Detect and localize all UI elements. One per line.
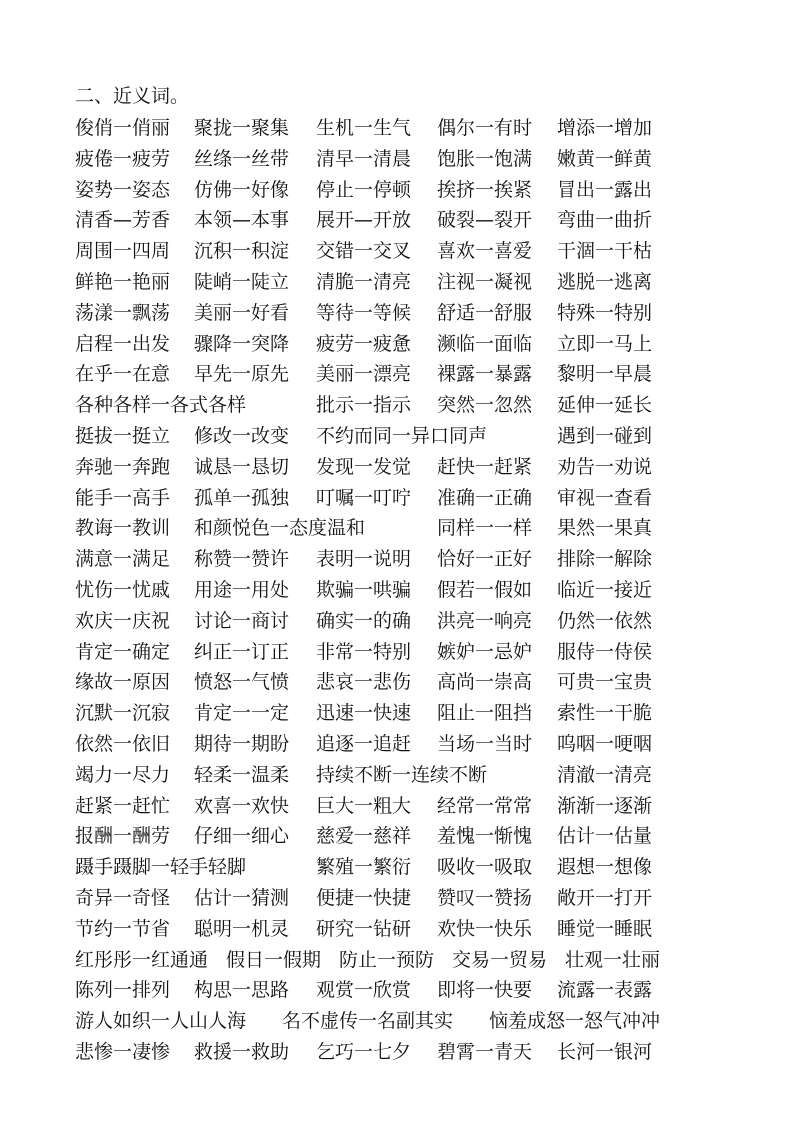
synonym-pair: 节约一节省 bbox=[75, 917, 171, 940]
synonym-row bbox=[75, 821, 660, 852]
synonym-pair: 疲劳一疲惫 bbox=[316, 332, 412, 355]
synonym-list bbox=[75, 113, 660, 1068]
synonym-pair: 繁殖一繁衍 bbox=[316, 856, 412, 879]
synonym-row bbox=[75, 359, 660, 390]
synonym-pair: 研究一钻研 bbox=[316, 917, 412, 940]
synonym-pair: 批示一指示 bbox=[316, 394, 412, 417]
synonym-pair: 俊俏一俏丽 bbox=[75, 117, 171, 139]
synonym-row bbox=[75, 205, 660, 236]
synonym-pair: 突然一忽然 bbox=[437, 394, 533, 417]
synonym-pair: 美丽一漂亮 bbox=[316, 363, 412, 386]
synonym-pair: 姿势一姿态 bbox=[75, 178, 171, 201]
synonym-pair: 各种各样一各式各样 bbox=[75, 394, 247, 417]
synonym-pair: 缘故一原因 bbox=[75, 671, 171, 694]
synonym-pair: 便捷一快捷 bbox=[316, 886, 412, 909]
synonym-pair: 估计一猜测 bbox=[194, 886, 290, 909]
synonym-pair: 估计一估量 bbox=[557, 825, 653, 848]
synonym-pair: 恼羞成怒一怒气冲冲 bbox=[488, 1010, 660, 1033]
synonym-pair: 能手一高手 bbox=[75, 486, 171, 509]
synonym-pair: 观赏一欣赏 bbox=[316, 979, 412, 1002]
synonym-pair: 丝绦一丝带 bbox=[194, 147, 290, 170]
synonym-pair: 索性一干脆 bbox=[557, 702, 653, 725]
synonym-pair: 临近一接近 bbox=[557, 578, 653, 601]
synonym-pair: 称赞一赞许 bbox=[194, 548, 290, 571]
synonym-pair: 名不虚传一名副其实 bbox=[281, 1010, 453, 1033]
synonym-pair: 即将一快要 bbox=[437, 979, 533, 1002]
synonym-pair: 欢庆一庆祝 bbox=[75, 609, 171, 632]
synonym-pair: 可贵一宝贵 bbox=[557, 671, 653, 694]
synonym-pair: 竭力一尽力 bbox=[75, 763, 171, 786]
synonym-pair: 壮观一壮丽 bbox=[564, 948, 660, 971]
synonym-pair: 沉积一积淀 bbox=[194, 240, 290, 263]
synonym-pair: 肯定一一定 bbox=[194, 702, 290, 725]
synonym-pair: 舒适一舒服 bbox=[437, 301, 533, 324]
synonym-pair: 偶尔一有时 bbox=[437, 117, 533, 139]
synonym-pair: 奇异一奇怪 bbox=[75, 886, 171, 909]
synonym-pair: 假日一假期 bbox=[225, 948, 321, 971]
synonym-pair: 逃脱一逃离 bbox=[557, 270, 653, 293]
synonym-pair: 赶快一赶紧 bbox=[437, 455, 533, 478]
synonym-pair: 嫩黄一鲜黄 bbox=[557, 147, 653, 170]
synonym-pair: 修改一改变 bbox=[194, 424, 290, 447]
synonym-pair: 清脆一清亮 bbox=[316, 270, 412, 293]
synonym-pair: 表明一说明 bbox=[316, 548, 412, 571]
synonym-pair: 嫉妒一忌妒 bbox=[437, 640, 533, 663]
synonym-row bbox=[75, 390, 660, 421]
synonym-pair: 喜欢一喜爱 bbox=[437, 240, 533, 263]
synonym-pair: 渐渐一逐渐 bbox=[557, 794, 653, 817]
synonym-pair: 当场一当时 bbox=[437, 732, 533, 755]
synonym-pair: 不约而同一异口同声 bbox=[316, 424, 488, 447]
synonym-pair: 迅速一快速 bbox=[316, 702, 412, 725]
synonym-pair: 愤怒一气愤 bbox=[194, 671, 290, 694]
synonym-row bbox=[75, 452, 660, 483]
synonym-pair: 特殊一特别 bbox=[557, 301, 653, 324]
synonym-pair: 停止一停顿 bbox=[316, 178, 412, 201]
synonym-pair: 悲哀一悲伤 bbox=[316, 671, 412, 694]
synonym-pair: 冒出一露出 bbox=[557, 178, 653, 201]
synonym-pair: 欺骗一哄骗 bbox=[316, 578, 412, 601]
synonym-pair: 展开—开放 bbox=[316, 209, 412, 232]
synonym-row bbox=[75, 575, 660, 606]
synonym-pair: 纠正一订正 bbox=[194, 640, 290, 663]
synonym-pair: 清早一清晨 bbox=[316, 147, 412, 170]
synonym-pair: 持续不断一连续不断 bbox=[316, 763, 488, 786]
synonym-pair: 奔驰一奔跑 bbox=[75, 455, 171, 478]
synonym-pair: 清澈一清亮 bbox=[557, 763, 653, 786]
synonym-pair: 遐想一想像 bbox=[557, 856, 653, 879]
synonym-pair: 立即一马上 bbox=[557, 332, 653, 355]
synonym-pair: 慈爱一慈祥 bbox=[316, 825, 412, 848]
synonym-pair: 交错一交叉 bbox=[316, 240, 412, 263]
synonym-pair: 干涸一干枯 bbox=[557, 240, 653, 263]
synonym-pair: 挺拔一挺立 bbox=[75, 424, 171, 447]
synonym-pair: 流露一表露 bbox=[557, 979, 653, 1002]
synonym-pair: 破裂—裂开 bbox=[437, 209, 533, 232]
synonym-row bbox=[75, 513, 660, 544]
synonym-pair: 假若一假如 bbox=[437, 578, 533, 601]
synonym-pair: 报酬一酬劳 bbox=[75, 825, 171, 848]
synonym-pair: 濒临一面临 bbox=[437, 332, 533, 355]
synonym-pair: 肯定一确定 bbox=[75, 640, 171, 663]
synonym-pair: 黎明一早晨 bbox=[557, 363, 653, 386]
synonym-pair: 鲜艳一艳丽 bbox=[75, 270, 171, 293]
synonym-pair: 果然一果真 bbox=[557, 517, 653, 540]
synonym-pair: 荡漾一飘荡 bbox=[75, 301, 171, 324]
synonym-pair: 游人如织一人山人海 bbox=[75, 1010, 247, 1033]
synonym-row bbox=[75, 421, 660, 452]
synonym-pair: 生机一生气 bbox=[316, 117, 412, 139]
synonym-pair: 发现一发觉 bbox=[316, 455, 412, 478]
synonym-pair: 美丽一好看 bbox=[194, 301, 290, 324]
synonym-row bbox=[75, 637, 660, 668]
synonym-pair: 悲惨一凄惨 bbox=[75, 1040, 171, 1063]
synonym-row bbox=[75, 698, 660, 729]
synonym-row bbox=[75, 113, 660, 144]
synonym-pair: 裸露一暴露 bbox=[437, 363, 533, 386]
synonym-row bbox=[75, 975, 660, 1006]
synonym-pair: 经常一常常 bbox=[437, 794, 533, 817]
synonym-pair: 依然一依旧 bbox=[75, 732, 171, 755]
synonym-pair: 周围一四周 bbox=[75, 240, 171, 263]
synonym-pair: 蹑手蹑脚一轻手轻脚 bbox=[75, 856, 247, 879]
synonym-pair: 疲倦一疲劳 bbox=[75, 147, 171, 170]
synonym-row bbox=[75, 914, 660, 945]
synonym-pair: 陡峭一陡立 bbox=[194, 270, 290, 293]
synonym-pair: 交易一贸易 bbox=[451, 948, 547, 971]
synonym-pair: 挨挤一挨紧 bbox=[437, 178, 533, 201]
synonym-pair: 仿佛一好像 bbox=[194, 178, 290, 201]
synonym-row bbox=[75, 852, 660, 883]
synonym-pair: 弯曲一曲折 bbox=[557, 209, 653, 232]
synonym-pair: 服侍一侍侯 bbox=[557, 640, 653, 663]
synonym-pair: 恰好一正好 bbox=[437, 548, 533, 571]
synonym-pair: 防止一预防 bbox=[338, 948, 434, 971]
synonym-pair: 追逐一追赶 bbox=[316, 732, 412, 755]
synonym-pair: 碧霄一青天 bbox=[437, 1040, 533, 1063]
synonym-pair: 敞开一打开 bbox=[557, 886, 653, 909]
synonym-row bbox=[75, 267, 660, 298]
synonym-pair: 满意一满足 bbox=[75, 548, 171, 571]
synonym-row bbox=[75, 760, 660, 791]
synonym-pair: 同样一一样 bbox=[437, 517, 533, 540]
synonym-pair: 增添一增加 bbox=[557, 117, 653, 139]
synonym-row bbox=[75, 1037, 660, 1068]
synonym-pair: 赶紧一赶忙 bbox=[75, 794, 171, 817]
synonym-pair: 启程一出发 bbox=[75, 332, 171, 355]
synonym-pair: 等待一等候 bbox=[316, 301, 412, 324]
synonym-pair: 和颜悦色一态度温和 bbox=[194, 517, 366, 540]
synonym-pair: 诚恳一恳切 bbox=[194, 455, 290, 478]
synonym-pair: 红彤彤一红通通 bbox=[75, 948, 209, 971]
synonym-pair: 确实一的确 bbox=[316, 609, 412, 632]
synonym-row bbox=[75, 883, 660, 914]
synonym-row bbox=[75, 236, 660, 267]
synonym-pair: 仍然一依然 bbox=[557, 609, 653, 632]
synonym-pair: 赞叹一赞扬 bbox=[437, 886, 533, 909]
synonym-pair: 讨论一商讨 bbox=[194, 609, 290, 632]
synonym-pair: 羞愧一惭愧 bbox=[437, 825, 533, 848]
synonym-pair: 准确一正确 bbox=[437, 486, 533, 509]
synonym-row bbox=[75, 791, 660, 822]
synonym-pair: 叮嘱一叮咛 bbox=[316, 486, 412, 509]
section-title: 二、近义词。 bbox=[75, 85, 190, 107]
synonym-pair: 救援一救助 bbox=[194, 1040, 290, 1063]
synonym-pair: 在乎一在意 bbox=[75, 363, 171, 386]
synonym-pair: 仔细一细心 bbox=[194, 825, 290, 848]
synonym-pair: 审视一查看 bbox=[557, 486, 653, 509]
synonym-row bbox=[75, 945, 660, 976]
synonym-pair: 清香—芳香 bbox=[75, 209, 171, 232]
synonym-pair: 吸收一吸取 bbox=[437, 856, 533, 879]
synonym-row bbox=[75, 298, 660, 329]
synonym-pair: 孤单一孤独 bbox=[194, 486, 290, 509]
synonym-pair: 聚拢一聚集 bbox=[194, 117, 290, 139]
synonym-row bbox=[75, 667, 660, 698]
synonym-pair: 沉默一沉寂 bbox=[75, 702, 171, 725]
synonym-row bbox=[75, 175, 660, 206]
synonym-pair: 阻止一阻挡 bbox=[437, 702, 533, 725]
synonym-pair: 劝告一劝说 bbox=[557, 455, 653, 478]
synonym-pair: 教诲一教训 bbox=[75, 517, 171, 540]
synonym-pair: 长河一银河 bbox=[557, 1040, 653, 1063]
synonym-pair: 陈列一排列 bbox=[75, 979, 171, 1002]
synonym-pair: 排除一解除 bbox=[557, 548, 653, 571]
synonym-pair: 期待一期盼 bbox=[194, 732, 290, 755]
synonym-pair: 高尚一崇高 bbox=[437, 671, 533, 694]
synonym-pair: 巨大一粗大 bbox=[316, 794, 412, 817]
synonym-pair: 早先一原先 bbox=[194, 363, 290, 386]
synonym-pair: 欢快一快乐 bbox=[437, 917, 533, 940]
synonym-pair: 构思一思路 bbox=[194, 979, 290, 1002]
synonym-pair: 呜咽一哽咽 bbox=[557, 732, 653, 755]
synonym-pair: 用途一用处 bbox=[194, 578, 290, 601]
synonym-row bbox=[75, 144, 660, 175]
synonym-pair: 延伸一延长 bbox=[557, 394, 653, 417]
synonym-row bbox=[75, 483, 660, 514]
synonym-pair: 本领—本事 bbox=[194, 209, 290, 232]
synonym-pair: 洪亮一响亮 bbox=[437, 609, 533, 632]
synonym-pair: 轻柔一温柔 bbox=[194, 763, 290, 786]
synonym-row bbox=[75, 606, 660, 637]
synonym-pair: 非常一特别 bbox=[316, 640, 412, 663]
synonym-pair: 乞巧一七夕 bbox=[316, 1040, 412, 1063]
synonym-pair: 欢喜一欢快 bbox=[194, 794, 290, 817]
synonym-row bbox=[75, 544, 660, 575]
synonym-row bbox=[75, 1006, 660, 1037]
synonym-row bbox=[75, 729, 660, 760]
synonym-pair: 饱胀一饱满 bbox=[437, 147, 533, 170]
synonym-pair: 聪明一机灵 bbox=[194, 917, 290, 940]
synonym-pair: 睡觉一睡眠 bbox=[557, 917, 653, 940]
synonym-pair: 注视一凝视 bbox=[437, 270, 533, 293]
synonym-row bbox=[75, 329, 660, 360]
synonym-pair: 忧伤一忧戚 bbox=[75, 578, 171, 601]
synonym-pair: 骤降一突降 bbox=[194, 332, 290, 355]
synonym-pair: 遇到一碰到 bbox=[557, 424, 653, 447]
